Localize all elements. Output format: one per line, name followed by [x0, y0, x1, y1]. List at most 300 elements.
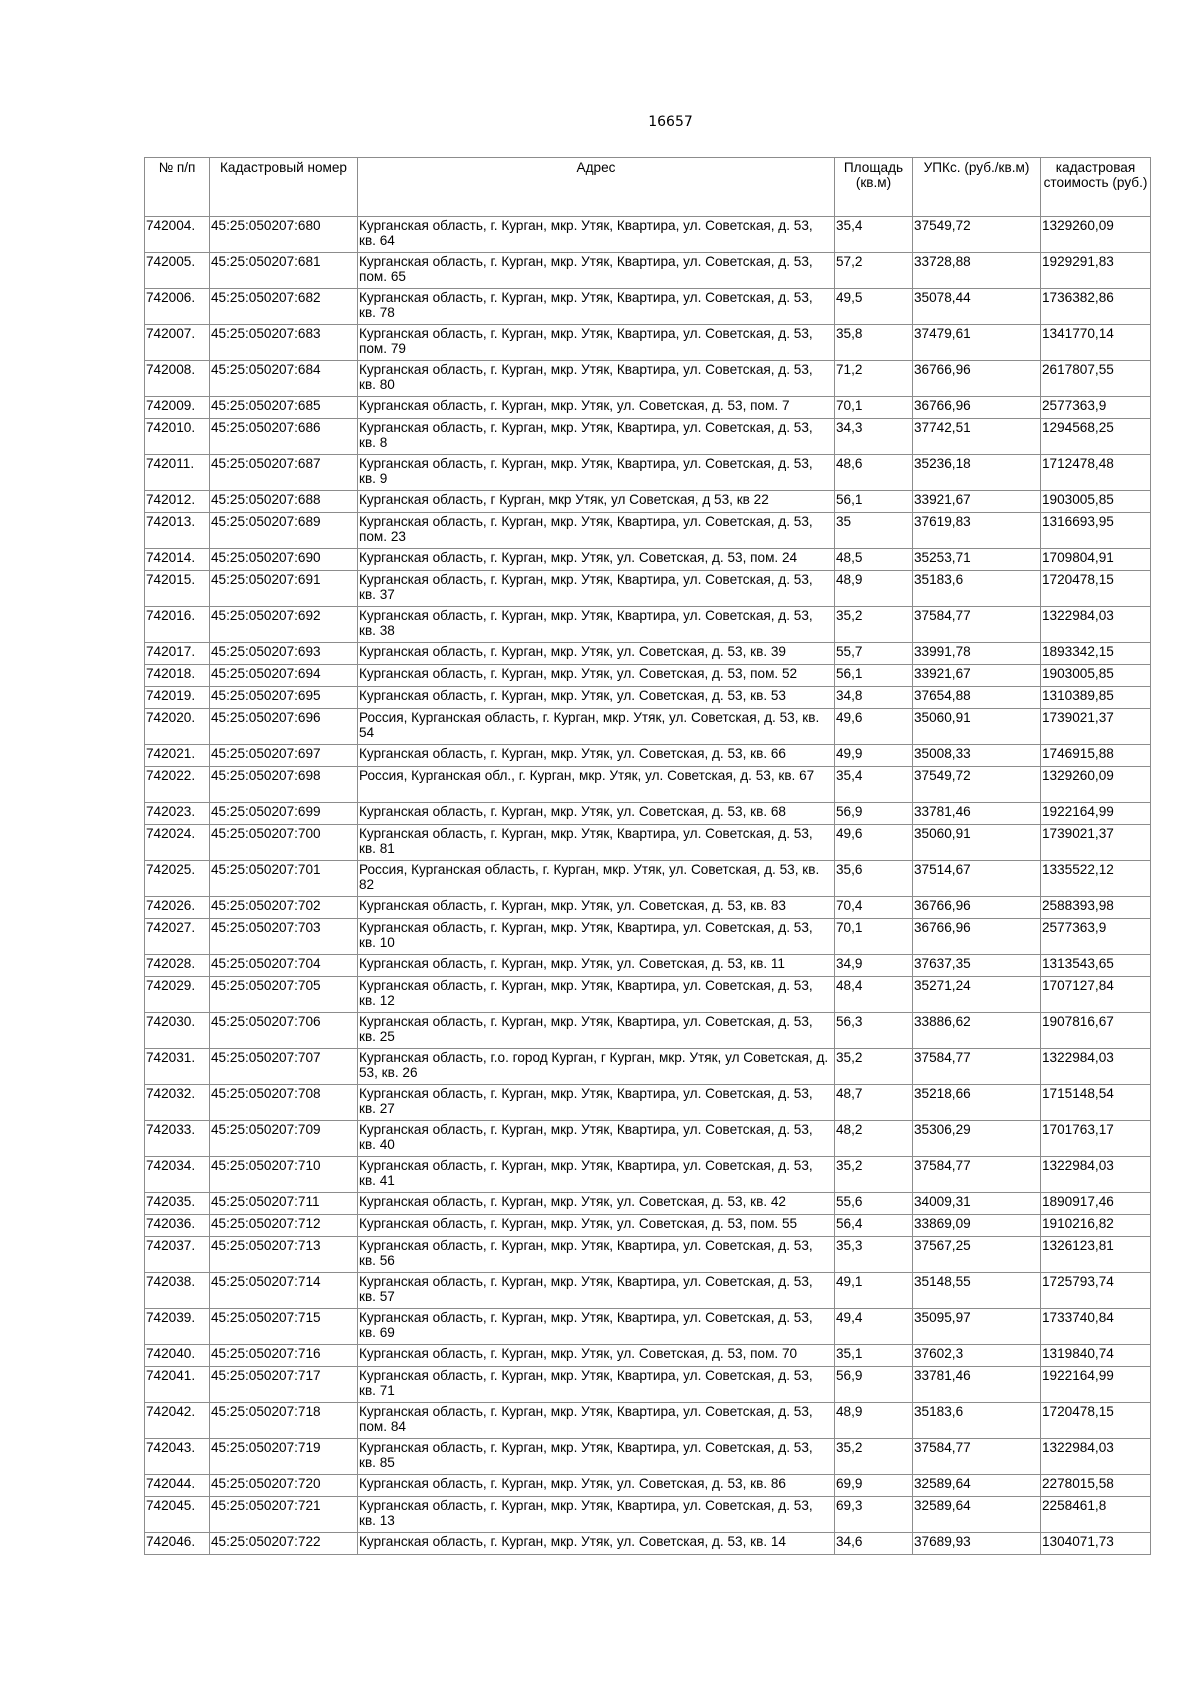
table-row [145, 253, 1151, 289]
address-cell: Курганская область, г. Курган, мкр. Утяк, ул. Советская, д. 53, пом. 52 [358, 665, 835, 687]
cadastral-number-cell: 45:25:050207:713 [210, 1237, 358, 1273]
table-row [145, 897, 1151, 919]
address-cell: Курганская область, г. Курган, мкр. Утяк, Квартира, ул. Советская, д. 53, кв. 64 [358, 217, 835, 253]
area-cell: 35,2 [835, 1439, 913, 1475]
row-number-cell: 742039. [145, 1309, 210, 1345]
area-cell: 69,9 [835, 1475, 913, 1497]
row-number-cell: 742040. [145, 1345, 210, 1367]
area-cell: 71,2 [835, 361, 913, 397]
cadastral-number-cell: 45:25:050207:685 [210, 397, 358, 419]
table-row [145, 803, 1151, 825]
cadastral-number-cell: 45:25:050207:683 [210, 325, 358, 361]
table-row [145, 217, 1151, 253]
unit-value-cell: 35060,91 [913, 709, 1041, 745]
cadastral-number-cell: 45:25:050207:697 [210, 745, 358, 767]
address-cell: Курганская область, г. Курган, мкр. Утяк, Квартира, ул. Советская, д. 53, кв. 71 [358, 1367, 835, 1403]
cadastral-value-cell: 1929291,83 [1041, 253, 1151, 289]
unit-value-cell: 35271,24 [913, 977, 1041, 1013]
cadastral-number-cell: 45:25:050207:700 [210, 825, 358, 861]
unit-value-cell: 36766,96 [913, 397, 1041, 419]
table-row [145, 397, 1151, 419]
area-cell: 48,2 [835, 1121, 913, 1157]
row-number-cell: 742022. [145, 767, 210, 803]
address-cell: Курганская область, г. Курган, мкр. Утяк, Квартира, ул. Советская, д. 53, пом. 84 [358, 1403, 835, 1439]
unit-value-cell: 37619,83 [913, 513, 1041, 549]
unit-value-cell: 37584,77 [913, 607, 1041, 643]
row-number-cell: 742032. [145, 1085, 210, 1121]
table-row [145, 1497, 1151, 1533]
address-cell: Курганская область, г. Курган, мкр. Утяк, Квартира, ул. Советская, д. 53, пом. 65 [358, 253, 835, 289]
cadastral-value-cell: 1733740,84 [1041, 1309, 1151, 1345]
unit-value-cell: 37549,72 [913, 767, 1041, 803]
unit-value-cell: 32589,64 [913, 1475, 1041, 1497]
unit-value-cell: 35183,6 [913, 1403, 1041, 1439]
address-cell: Курганская область, г. Курган, мкр. Утяк, Квартира, ул. Советская, д. 53, кв. 27 [358, 1085, 835, 1121]
row-number-cell: 742008. [145, 361, 210, 397]
address-cell: Курганская область, г. Курган, мкр. Утяк, Квартира, ул. Советская, д. 53, пом. 23 [358, 513, 835, 549]
cadastral-number-cell: 45:25:050207:689 [210, 513, 358, 549]
column-header-unit-value: УПКс. (руб./кв.м) [913, 158, 1041, 217]
unit-value-cell: 35060,91 [913, 825, 1041, 861]
cadastral-value-cell: 1313543,65 [1041, 955, 1151, 977]
cadastral-value-cell: 1316693,95 [1041, 513, 1151, 549]
row-number-cell: 742034. [145, 1157, 210, 1193]
address-cell: Курганская область, г. Курган, мкр. Утяк, ул. Советская, д. 53, кв. 53 [358, 687, 835, 709]
table-row [145, 1085, 1151, 1121]
table-row [145, 1273, 1151, 1309]
table-row [145, 1533, 1151, 1555]
cadastral-number-cell: 45:25:050207:690 [210, 549, 358, 571]
cadastral-value-cell: 1903005,85 [1041, 491, 1151, 513]
area-cell: 35,8 [835, 325, 913, 361]
cadastral-number-cell: 45:25:050207:688 [210, 491, 358, 513]
unit-value-cell: 35008,33 [913, 745, 1041, 767]
row-number-cell: 742038. [145, 1273, 210, 1309]
cadastral-value-cell: 1322984,03 [1041, 1049, 1151, 1085]
table-row [145, 1157, 1151, 1193]
area-cell: 34,3 [835, 419, 913, 455]
address-cell: Курганская область, г. Курган, мкр. Утяк, Квартира, ул. Советская, д. 53, кв. 25 [358, 1013, 835, 1049]
area-cell: 35,4 [835, 217, 913, 253]
unit-value-cell: 37567,25 [913, 1237, 1041, 1273]
area-cell: 48,9 [835, 1403, 913, 1439]
row-number-cell: 742004. [145, 217, 210, 253]
unit-value-cell: 33869,09 [913, 1215, 1041, 1237]
area-cell: 56,4 [835, 1215, 913, 1237]
cadastral-number-cell: 45:25:050207:705 [210, 977, 358, 1013]
row-number-cell: 742030. [145, 1013, 210, 1049]
unit-value-cell: 37479,61 [913, 325, 1041, 361]
page-number: 16657 [648, 114, 693, 130]
cadastral-value-cell: 1329260,09 [1041, 767, 1151, 803]
cadastral-number-cell: 45:25:050207:702 [210, 897, 358, 919]
row-number-cell: 742011. [145, 455, 210, 491]
table-row [145, 1309, 1151, 1345]
table-row [145, 1013, 1151, 1049]
table-row [145, 455, 1151, 491]
cadastral-value-cell: 1709804,91 [1041, 549, 1151, 571]
unit-value-cell: 35218,66 [913, 1085, 1041, 1121]
unit-value-cell: 35095,97 [913, 1309, 1041, 1345]
address-cell: Курганская область, г. Курган, мкр. Утяк, ул. Советская, д. 53, кв. 66 [358, 745, 835, 767]
row-number-cell: 742015. [145, 571, 210, 607]
cadastral-number-cell: 45:25:050207:709 [210, 1121, 358, 1157]
cadastral-value-cell: 1720478,15 [1041, 1403, 1151, 1439]
address-cell: Курганская область, г. Курган, мкр. Утяк, ул. Советская, д. 53, кв. 14 [358, 1533, 835, 1555]
cadastral-value-cell: 1736382,86 [1041, 289, 1151, 325]
unit-value-cell: 33728,88 [913, 253, 1041, 289]
table-row [145, 1049, 1151, 1085]
table-row [145, 919, 1151, 955]
address-cell: Россия, Курганская обл., г. Курган, мкр. Утяк, ул. Советская, д. 53, кв. 67 [358, 767, 835, 803]
table-row [145, 1439, 1151, 1475]
area-cell: 49,9 [835, 745, 913, 767]
cadastral-number-cell: 45:25:050207:712 [210, 1215, 358, 1237]
cadastral-value-cell: 1701763,17 [1041, 1121, 1151, 1157]
cadastral-number-cell: 45:25:050207:682 [210, 289, 358, 325]
unit-value-cell: 37514,67 [913, 861, 1041, 897]
unit-value-cell: 37584,77 [913, 1157, 1041, 1193]
row-number-cell: 742029. [145, 977, 210, 1013]
address-cell: Курганская область, г. Курган, мкр. Утяк, ул. Советская, д. 53, кв. 42 [358, 1193, 835, 1215]
area-cell: 35,4 [835, 767, 913, 803]
address-cell: Курганская область, г. Курган, мкр. Утяк, ул. Советская, д. 53, пом. 7 [358, 397, 835, 419]
area-cell: 48,5 [835, 549, 913, 571]
cadastral-number-cell: 45:25:050207:694 [210, 665, 358, 687]
address-cell: Курганская область, г. Курган, мкр. Утяк, ул. Советская, д. 53, кв. 11 [358, 955, 835, 977]
cadastral-value-cell: 1715148,54 [1041, 1085, 1151, 1121]
table-row [145, 361, 1151, 397]
area-cell: 35,3 [835, 1237, 913, 1273]
cadastral-value-cell: 1739021,37 [1041, 709, 1151, 745]
unit-value-cell: 37602,3 [913, 1345, 1041, 1367]
area-cell: 34,6 [835, 1533, 913, 1555]
cadastral-number-cell: 45:25:050207:698 [210, 767, 358, 803]
cadastral-value-cell: 1720478,15 [1041, 571, 1151, 607]
address-cell: Курганская область, г Курган, мкр Утяк, ул Советская, д 53, кв 22 [358, 491, 835, 513]
cadastral-value-cell: 2617807,55 [1041, 361, 1151, 397]
address-cell: Курганская область, г. Курган, мкр. Утяк, Квартира, ул. Советская, д. 53, пом. 79 [358, 325, 835, 361]
area-cell: 35,2 [835, 1049, 913, 1085]
row-number-cell: 742031. [145, 1049, 210, 1085]
cadastral-number-cell: 45:25:050207:718 [210, 1403, 358, 1439]
unit-value-cell: 37584,77 [913, 1439, 1041, 1475]
column-header-address: Адрес [358, 158, 835, 217]
cadastral-number-cell: 45:25:050207:684 [210, 361, 358, 397]
cadastral-value-cell: 1322984,03 [1041, 1157, 1151, 1193]
unit-value-cell: 35148,55 [913, 1273, 1041, 1309]
cadastral-number-cell: 45:25:050207:714 [210, 1273, 358, 1309]
unit-value-cell: 36766,96 [913, 919, 1041, 955]
cadastral-number-cell: 45:25:050207:693 [210, 643, 358, 665]
row-number-cell: 742043. [145, 1439, 210, 1475]
address-cell: Россия, Курганская область, г. Курган, мкр. Утяк, ул. Советская, д. 53, кв. 82 [358, 861, 835, 897]
cadastral-value-cell: 1294568,25 [1041, 419, 1151, 455]
area-cell: 48,6 [835, 455, 913, 491]
table-row [145, 825, 1151, 861]
area-cell: 49,6 [835, 825, 913, 861]
cadastral-value-cell: 1310389,85 [1041, 687, 1151, 709]
cadastral-value-cell: 1319840,74 [1041, 1345, 1151, 1367]
address-cell: Курганская область, г. Курган, мкр. Утяк, ул. Советская, д. 53, пом. 24 [358, 549, 835, 571]
area-cell: 69,3 [835, 1497, 913, 1533]
cadastral-number-cell: 45:25:050207:701 [210, 861, 358, 897]
area-cell: 35,2 [835, 607, 913, 643]
cadastral-number-cell: 45:25:050207:691 [210, 571, 358, 607]
address-cell: Курганская область, г. Курган, мкр. Утяк, Квартира, ул. Советская, д. 53, кв. 9 [358, 455, 835, 491]
cadastral-value-cell: 1707127,84 [1041, 977, 1151, 1013]
unit-value-cell: 33921,67 [913, 491, 1041, 513]
address-cell: Курганская область, г. Курган, мкр. Утяк, Квартира, ул. Советская, д. 53, кв. 13 [358, 1497, 835, 1533]
column-header-cadastral-value: кадастровая стоимость (руб.) [1041, 158, 1151, 217]
row-number-cell: 742033. [145, 1121, 210, 1157]
cadastral-value-cell: 1903005,85 [1041, 665, 1151, 687]
unit-value-cell: 37584,77 [913, 1049, 1041, 1085]
area-cell: 34,8 [835, 687, 913, 709]
address-cell: Курганская область, г. Курган, мкр. Утяк, Квартира, ул. Советская, д. 53, кв. 8 [358, 419, 835, 455]
address-cell: Курганская область, г.о. город Курган, г Курган, мкр. Утяк, ул Советская, д. 53, кв. 26 [358, 1049, 835, 1085]
cadastral-value-cell: 1341770,14 [1041, 325, 1151, 361]
row-number-cell: 742020. [145, 709, 210, 745]
table-row [145, 709, 1151, 745]
row-number-cell: 742023. [145, 803, 210, 825]
column-header-area: Площадь (кв.м) [835, 158, 913, 217]
cadastral-number-cell: 45:25:050207:680 [210, 217, 358, 253]
address-cell: Курганская область, г. Курган, мкр. Утяк, Квартира, ул. Советская, д. 53, кв. 38 [358, 607, 835, 643]
area-cell: 35,1 [835, 1345, 913, 1367]
cadastral-number-cell: 45:25:050207:681 [210, 253, 358, 289]
cadastral-number-cell: 45:25:050207:716 [210, 1345, 358, 1367]
table-row [145, 1345, 1151, 1367]
cadastral-value-cell: 1890917,46 [1041, 1193, 1151, 1215]
address-cell: Курганская область, г. Курган, мкр. Утяк, Квартира, ул. Советская, д. 53, кв. 56 [358, 1237, 835, 1273]
address-cell: Курганская область, г. Курган, мкр. Утяк, Квартира, ул. Советская, д. 53, кв. 37 [358, 571, 835, 607]
address-cell: Курганская область, г. Курган, мкр. Утяк, Квартира, ул. Советская, д. 53, кв. 85 [358, 1439, 835, 1475]
area-cell: 70,4 [835, 897, 913, 919]
address-cell: Курганская область, г. Курган, мкр. Утяк, Квартира, ул. Советская, д. 53, кв. 69 [358, 1309, 835, 1345]
table-row [145, 1121, 1151, 1157]
row-number-cell: 742009. [145, 397, 210, 419]
address-cell: Курганская область, г. Курган, мкр. Утяк, Квартира, ул. Советская, д. 53, кв. 57 [358, 1273, 835, 1309]
cadastral-value-table [144, 157, 1151, 1555]
cadastral-number-cell: 45:25:050207:692 [210, 607, 358, 643]
row-number-cell: 742045. [145, 1497, 210, 1533]
unit-value-cell: 35306,29 [913, 1121, 1041, 1157]
cadastral-value-cell: 1329260,09 [1041, 217, 1151, 253]
address-cell: Курганская область, г. Курган, мкр. Утяк, ул. Советская, д. 53, кв. 83 [358, 897, 835, 919]
table-row [145, 687, 1151, 709]
unit-value-cell: 35236,18 [913, 455, 1041, 491]
address-cell: Курганская область, г. Курган, мкр. Утяк, Квартира, ул. Советская, д. 53, кв. 41 [358, 1157, 835, 1193]
cadastral-value-cell: 2278015,58 [1041, 1475, 1151, 1497]
cadastral-number-cell: 45:25:050207:717 [210, 1367, 358, 1403]
cadastral-number-cell: 45:25:050207:719 [210, 1439, 358, 1475]
column-header-cadastral-number: Кадастровый номер [210, 158, 358, 217]
cadastral-number-cell: 45:25:050207:711 [210, 1193, 358, 1215]
address-cell: Курганская область, г. Курган, мкр. Утяк, ул. Советская, д. 53, кв. 68 [358, 803, 835, 825]
area-cell: 35,2 [835, 1157, 913, 1193]
unit-value-cell: 37549,72 [913, 217, 1041, 253]
address-cell: Россия, Курганская область, г. Курган, мкр. Утяк, ул. Советская, д. 53, кв. 54 [358, 709, 835, 745]
address-cell: Курганская область, г. Курган, мкр. Утяк, Квартира, ул. Советская, д. 53, кв. 12 [358, 977, 835, 1013]
address-cell: Курганская область, г. Курган, мкр. Утяк, ул. Советская, д. 53, кв. 39 [358, 643, 835, 665]
table-row [145, 419, 1151, 455]
cadastral-number-cell: 45:25:050207:695 [210, 687, 358, 709]
cadastral-value-cell: 1322984,03 [1041, 607, 1151, 643]
cadastral-number-cell: 45:25:050207:722 [210, 1533, 358, 1555]
cadastral-number-cell: 45:25:050207:720 [210, 1475, 358, 1497]
address-cell: Курганская область, г. Курган, мкр. Утяк, Квартира, ул. Советская, д. 53, кв. 10 [358, 919, 835, 955]
area-cell: 56,3 [835, 1013, 913, 1049]
area-cell: 35,6 [835, 861, 913, 897]
area-cell: 56,1 [835, 491, 913, 513]
table-row [145, 1215, 1151, 1237]
row-number-cell: 742017. [145, 643, 210, 665]
row-number-cell: 742027. [145, 919, 210, 955]
row-number-cell: 742013. [145, 513, 210, 549]
area-cell: 48,7 [835, 1085, 913, 1121]
column-header-number: № п/п [145, 158, 210, 217]
row-number-cell: 742042. [145, 1403, 210, 1439]
row-number-cell: 742018. [145, 665, 210, 687]
area-cell: 55,7 [835, 643, 913, 665]
row-number-cell: 742028. [145, 955, 210, 977]
unit-value-cell: 37637,35 [913, 955, 1041, 977]
area-cell: 55,6 [835, 1193, 913, 1215]
area-cell: 56,9 [835, 803, 913, 825]
cadastral-value-cell: 2577363,9 [1041, 397, 1151, 419]
cadastral-value-cell: 1326123,81 [1041, 1237, 1151, 1273]
table-header-row [145, 158, 1151, 217]
cadastral-value-cell: 2258461,8 [1041, 1497, 1151, 1533]
cadastral-value-cell: 1746915,88 [1041, 745, 1151, 767]
row-number-cell: 742016. [145, 607, 210, 643]
unit-value-cell: 37654,88 [913, 687, 1041, 709]
table-row [145, 1403, 1151, 1439]
area-cell: 48,4 [835, 977, 913, 1013]
row-number-cell: 742026. [145, 897, 210, 919]
unit-value-cell: 37689,93 [913, 1533, 1041, 1555]
address-cell: Курганская область, г. Курган, мкр. Утяк, ул. Советская, д. 53, пом. 70 [358, 1345, 835, 1367]
cadastral-value-cell: 1322984,03 [1041, 1439, 1151, 1475]
cadastral-value-cell: 2577363,9 [1041, 919, 1151, 955]
table-row [145, 1367, 1151, 1403]
address-cell: Курганская область, г. Курган, мкр. Утяк, Квартира, ул. Советская, д. 53, кв. 78 [358, 289, 835, 325]
unit-value-cell: 33781,46 [913, 1367, 1041, 1403]
cadastral-number-cell: 45:25:050207:696 [210, 709, 358, 745]
table-row [145, 571, 1151, 607]
cadastral-number-cell: 45:25:050207:715 [210, 1309, 358, 1345]
unit-value-cell: 35253,71 [913, 549, 1041, 571]
cadastral-number-cell: 45:25:050207:699 [210, 803, 358, 825]
cadastral-number-cell: 45:25:050207:706 [210, 1013, 358, 1049]
cadastral-number-cell: 45:25:050207:687 [210, 455, 358, 491]
area-cell: 48,9 [835, 571, 913, 607]
unit-value-cell: 34009,31 [913, 1193, 1041, 1215]
table-row [145, 977, 1151, 1013]
row-number-cell: 742007. [145, 325, 210, 361]
cadastral-value-cell: 1712478,48 [1041, 455, 1151, 491]
cadastral-number-cell: 45:25:050207:721 [210, 1497, 358, 1533]
table-row [145, 861, 1151, 897]
table-row [145, 607, 1151, 643]
area-cell: 49,5 [835, 289, 913, 325]
unit-value-cell: 33991,78 [913, 643, 1041, 665]
table-row [145, 1193, 1151, 1215]
row-number-cell: 742024. [145, 825, 210, 861]
area-cell: 49,1 [835, 1273, 913, 1309]
address-cell: Курганская область, г. Курган, мкр. Утяк, Квартира, ул. Советская, д. 53, кв. 81 [358, 825, 835, 861]
row-number-cell: 742036. [145, 1215, 210, 1237]
table-row [145, 955, 1151, 977]
unit-value-cell: 36766,96 [913, 897, 1041, 919]
cadastral-number-cell: 45:25:050207:704 [210, 955, 358, 977]
table-row [145, 665, 1151, 687]
cadastral-value-cell: 1922164,99 [1041, 803, 1151, 825]
row-number-cell: 742021. [145, 745, 210, 767]
area-cell: 56,9 [835, 1367, 913, 1403]
area-cell: 34,9 [835, 955, 913, 977]
cadastral-number-cell: 45:25:050207:707 [210, 1049, 358, 1085]
row-number-cell: 742046. [145, 1533, 210, 1555]
area-cell: 49,4 [835, 1309, 913, 1345]
address-cell: Курганская область, г. Курган, мкр. Утяк, ул. Советская, д. 53, кв. 86 [358, 1475, 835, 1497]
table-body [145, 217, 1151, 1555]
unit-value-cell: 32589,64 [913, 1497, 1041, 1533]
table-row [145, 513, 1151, 549]
row-number-cell: 742044. [145, 1475, 210, 1497]
cadastral-number-cell: 45:25:050207:703 [210, 919, 358, 955]
unit-value-cell: 33921,67 [913, 665, 1041, 687]
table-row [145, 491, 1151, 513]
area-cell: 49,6 [835, 709, 913, 745]
table-row [145, 1237, 1151, 1273]
area-cell: 35 [835, 513, 913, 549]
unit-value-cell: 33886,62 [913, 1013, 1041, 1049]
address-cell: Курганская область, г. Курган, мкр. Утяк, ул. Советская, д. 53, пом. 55 [358, 1215, 835, 1237]
row-number-cell: 742019. [145, 687, 210, 709]
cadastral-value-cell: 1335522,12 [1041, 861, 1151, 897]
cadastral-number-cell: 45:25:050207:710 [210, 1157, 358, 1193]
table-row [145, 745, 1151, 767]
table-row [145, 643, 1151, 665]
cadastral-value-cell: 1304071,73 [1041, 1533, 1151, 1555]
cadastral-number-cell: 45:25:050207:686 [210, 419, 358, 455]
table-row [145, 767, 1151, 803]
row-number-cell: 742010. [145, 419, 210, 455]
cadastral-number-cell: 45:25:050207:708 [210, 1085, 358, 1121]
area-cell: 56,1 [835, 665, 913, 687]
cadastral-value-cell: 1907816,67 [1041, 1013, 1151, 1049]
row-number-cell: 742035. [145, 1193, 210, 1215]
unit-value-cell: 33781,46 [913, 803, 1041, 825]
cadastral-value-cell: 1725793,74 [1041, 1273, 1151, 1309]
area-cell: 57,2 [835, 253, 913, 289]
row-number-cell: 742005. [145, 253, 210, 289]
row-number-cell: 742025. [145, 861, 210, 897]
table-row [145, 325, 1151, 361]
cadastral-value-cell: 1893342,15 [1041, 643, 1151, 665]
row-number-cell: 742014. [145, 549, 210, 571]
address-cell: Курганская область, г. Курган, мкр. Утяк, Квартира, ул. Советская, д. 53, кв. 40 [358, 1121, 835, 1157]
row-number-cell: 742037. [145, 1237, 210, 1273]
table-row [145, 289, 1151, 325]
cadastral-value-cell: 1739021,37 [1041, 825, 1151, 861]
unit-value-cell: 35183,6 [913, 571, 1041, 607]
address-cell: Курганская область, г. Курган, мкр. Утяк, Квартира, ул. Советская, д. 53, кв. 80 [358, 361, 835, 397]
area-cell: 70,1 [835, 397, 913, 419]
table-row [145, 549, 1151, 571]
